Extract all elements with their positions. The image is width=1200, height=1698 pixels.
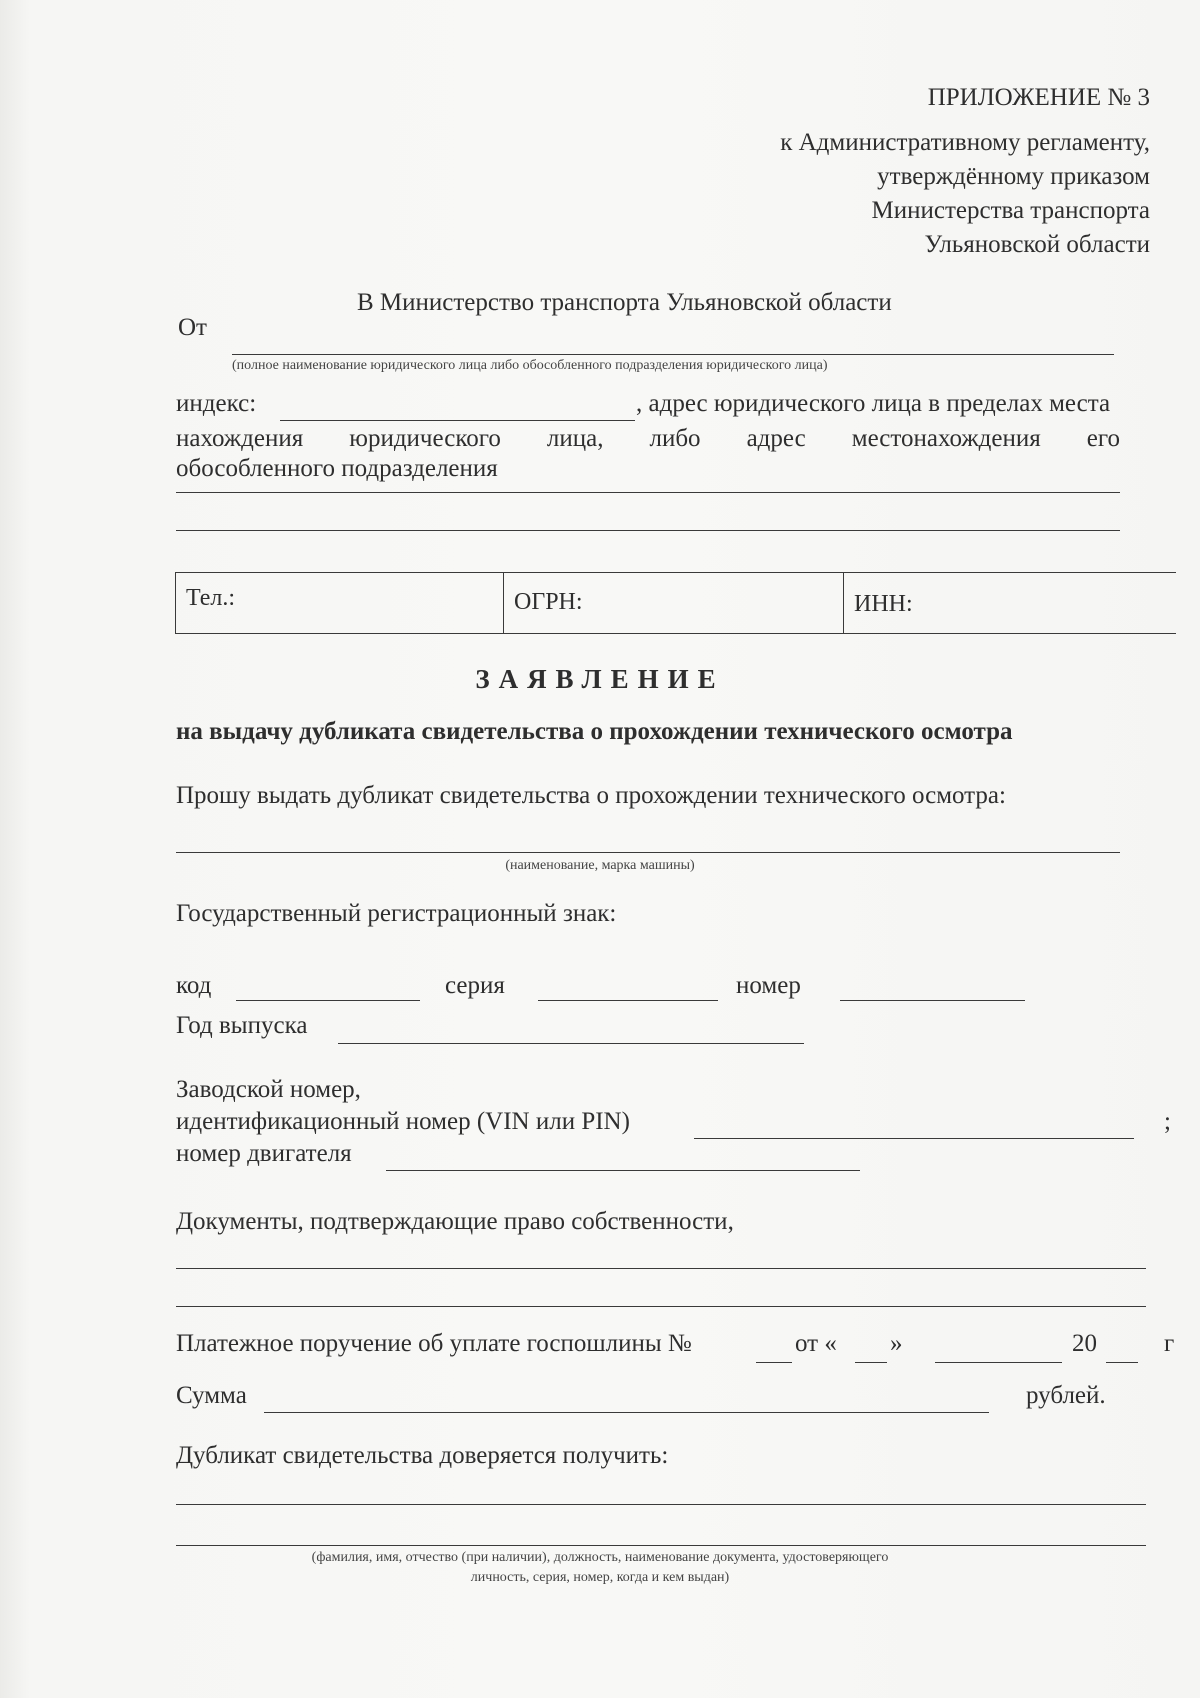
address-field-1[interactable]: [176, 492, 1120, 493]
series-field[interactable]: [538, 1000, 718, 1001]
from-caption: (полное наименование юридического лица либо обособленного подразделения юридического лица): [232, 358, 828, 373]
address-text-2: нахождения юридического лица, либо адрес местонахождения его: [176, 425, 1120, 452]
from-word: от «: [795, 1330, 837, 1357]
series-label: серия: [445, 972, 505, 999]
ogrn-cell[interactable]: [504, 573, 844, 633]
year-label: Год выпуска: [176, 1012, 308, 1039]
document-subtitle: на выдачу дубликата свидетельства о прохождении технического осмотра: [176, 718, 1013, 745]
payment-year-field[interactable]: [1106, 1362, 1138, 1363]
index-field[interactable]: [280, 420, 635, 421]
request-text: Прошу выдать дубликат свидетельства о прохождении технического осмотра:: [176, 782, 1006, 809]
regulation-line-3: Министерства транспорта: [871, 197, 1150, 224]
regulation-line-4: Ульяновской области: [924, 231, 1150, 258]
person-field-2[interactable]: [176, 1545, 1146, 1546]
tel-label: Тел.:: [186, 585, 236, 611]
index-label: индекс:: [176, 390, 257, 417]
sum-label: Сумма: [176, 1382, 247, 1409]
address-text-1: , адрес юридического лица в пределах места: [636, 390, 1111, 417]
inn-cell[interactable]: [844, 573, 1176, 633]
trust-label: Дубликат свидетельства доверяется получить:: [176, 1442, 669, 1469]
payment-label: Платежное поручение об уплате госпошлины №: [176, 1330, 692, 1357]
vin-field[interactable]: [694, 1138, 1134, 1139]
year-prefix: 20: [1072, 1330, 1097, 1357]
addressee: В Министерство транспорта Ульяновской области: [357, 289, 892, 316]
from-label: От: [178, 314, 207, 341]
contacts-table: [175, 572, 1176, 634]
code-field[interactable]: [236, 1000, 420, 1001]
engine-field[interactable]: [386, 1170, 860, 1171]
appendix-number: ПРИЛОЖЕНИЕ № 3: [927, 84, 1150, 111]
address-text-3: обособленного подразделения: [176, 455, 498, 482]
regulation-line-2: утверждённому приказом: [877, 163, 1150, 190]
vin-label: идентификационный номер (VIN или PIN): [176, 1108, 630, 1135]
document-title: ЗАЯВЛЕНИЕ: [475, 664, 725, 694]
machine-field[interactable]: [176, 852, 1120, 853]
sum-field[interactable]: [264, 1412, 989, 1413]
quote-close: »: [890, 1330, 903, 1357]
rubles-label: рублей.: [1026, 1382, 1106, 1409]
ownership-field-2[interactable]: [176, 1306, 1146, 1307]
payment-day-field[interactable]: [855, 1362, 887, 1363]
ogrn-label: ОГРН:: [514, 589, 583, 615]
payment-month-field[interactable]: [935, 1362, 1062, 1363]
engine-label: номер двигателя: [176, 1140, 352, 1167]
address-field-2[interactable]: [176, 530, 1120, 531]
reg-sign-label: Государственный регистрационный знак:: [176, 900, 617, 927]
number-field[interactable]: [840, 1000, 1025, 1001]
factory-label: Заводской номер,: [176, 1076, 361, 1103]
tel-cell[interactable]: [176, 573, 504, 633]
code-label: код: [176, 972, 212, 999]
machine-caption: (наименование, марка машины): [505, 858, 695, 873]
vin-end: ;: [1164, 1108, 1171, 1135]
ownership-field-1[interactable]: [176, 1268, 1146, 1269]
person-field-1[interactable]: [176, 1504, 1146, 1505]
person-caption-2: личность, серия, номер, когда и кем выдан): [470, 1570, 730, 1585]
person-caption-1: (фамилия, имя, отчество (при наличии), должность, наименование документа, удостоверяющего: [311, 1550, 889, 1565]
year-field[interactable]: [338, 1043, 804, 1044]
ownership-label: Документы, подтверждающие право собственности,: [176, 1208, 734, 1235]
inn-label: ИНН:: [854, 591, 913, 617]
number-label: номер: [736, 972, 801, 999]
payment-number-field[interactable]: [756, 1362, 792, 1363]
regulation-line-1: к Административному регламенту,: [780, 129, 1150, 156]
from-field[interactable]: [232, 354, 1114, 355]
year-suffix: г: [1164, 1330, 1175, 1357]
